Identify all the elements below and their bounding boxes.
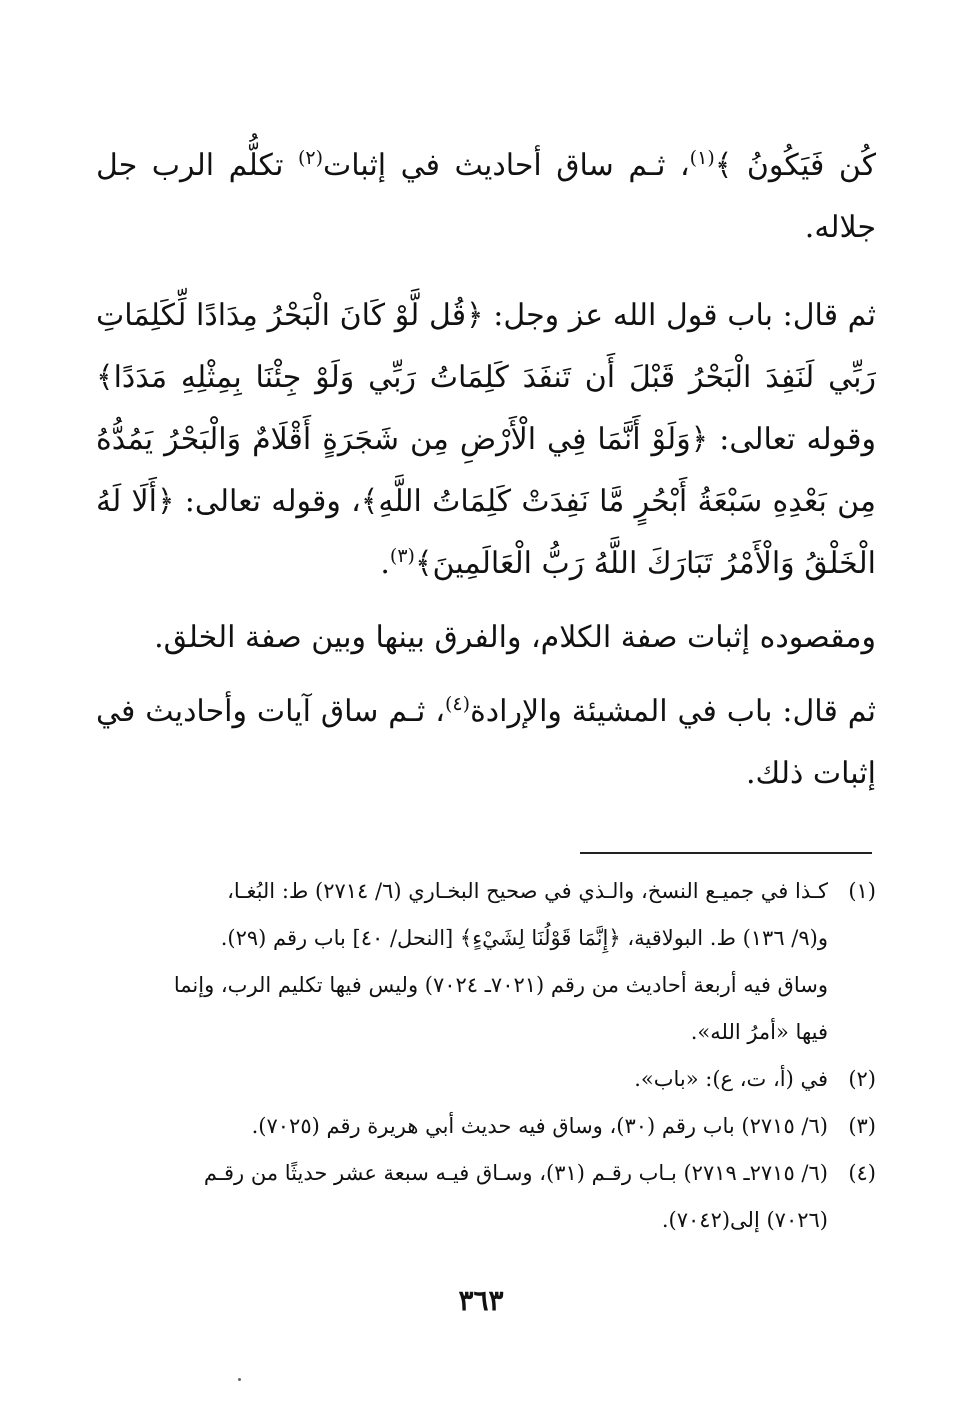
footnote-1 [96,868,876,1056]
paragraph-1 [96,135,876,259]
footnote-ref-2: (٢) [297,147,324,169]
footnote-2 [96,1056,876,1103]
footnote-number: (٢) [848,1067,876,1091]
footnote-line: كـذا في جميـع النسخ، والـذي في صحيح البخـاري (٦/ ٢٧١٤) ط: البُغـا، [227,879,828,903]
paragraph-2-text: ثم قال: باب قول الله عز وجل: ﴿قُل لَّوْ كَانَ الْبَحْرُ مِدَادًا لِّكَلِمَاتِ رَبِّي لَنَفِدَ الْبَحْرُ قَبْلَ أَن تَنفَدَ كَلِمَاتُ رَبِّي وَلَوْ جِئْنَا بِمِثْلِهِ مَدَدًا﴾ وقوله تعالى: ﴿وَلَوْ أَنَّمَا فِي الْأَرْضِ مِن شَجَرَةٍ أَقْلَامٌ وَالْبَحْرُ يَمُدُّهُ مِن بَعْدِهِ سَبْعَةُ أَبْحُرٍ مَّا نَفِدَتْ كَلِمَاتُ اللَّهِ﴾، وقوله تعالى: ﴿أَلَا لَهُ الْخَلْقُ وَالْأَمْرُ تَبَارَكَ اللَّهُ رَبُّ الْعَالَمِينَ﴾ [96,298,876,581]
footnotes [96,868,876,1244]
footnote-ref-3: (٣) [389,545,415,567]
footnote-number: (٣) [848,1114,876,1138]
footnote-number: (٤) [848,1161,876,1185]
footnote-body [96,1103,828,1150]
footnote-ref-4: (٤) [445,693,471,715]
footnote-separator [580,852,872,854]
footnote-line: فيها «أمرُ الله». [690,1020,828,1044]
scan-speck [238,1378,241,1381]
paragraph-2 [96,285,876,595]
footnote-body [96,1056,828,1103]
page-number: ٣٦٣ [458,1284,504,1317]
footnote-line: (٦/ ٢٧١٥) باب رقم (٣٠)، وساق فيه حديث أبي هريرة رقم (٧٠٢٥). [251,1114,828,1138]
paragraph-4-start: ثم قال: باب في المشيئة والإرادة [470,694,877,729]
quran-ending: كُن فَيَكُونُ ﴾ [714,148,876,183]
footnote-body [96,868,828,1056]
footnote-ref-1: (١) [689,147,715,169]
paragraph-3-text: ومقصوده إثبات صفة الكلام، والفرق بينها وبين صفة الخلق. [154,620,876,655]
paragraph-4 [96,681,876,805]
footnote-3 [96,1103,876,1150]
footnote-line: (٧٠٢٦) إلى(٧٠٤٢). [661,1208,828,1232]
paragraph-4-end: ، ثـم ساق آيات وأحاديث في إثبات ذلك. [96,694,876,791]
footnote-line: في (أ، ت، ع): «باب». [634,1067,828,1091]
paragraph-3 [96,607,876,669]
footnote-body [96,1150,828,1244]
paragraph-1-middle: ، ثـم ساق أحاديث في إثبات [323,148,690,183]
footnote-line: (٦/ ٢٧١٥ـ ٢٧١٩) بـاب رقـم (٣١)، وسـاق فيـه سبعة عشر حديثًا من رقـم [203,1161,828,1185]
paragraph-1-end: تكلُّم الرب جل جلاله. [96,148,876,245]
main-text [96,135,876,805]
footnote-number: (١) [848,879,876,903]
footnote-line: وساق فيه أربعة أحاديث من رقم (٧٠٢١ـ ٧٠٢٤) وليس فيها تكليم الرب، وإنما [173,973,828,997]
footnote-line: و(٩/ ١٣٦) ط. البولاقية، ﴿إِنَّمَا قَوْلُنَا لِشَيْءٍ﴾ [النحل/ ٤٠] باب رقم (٢٩). [220,926,828,950]
footnote-4 [96,1150,876,1244]
paragraph-2-end: . [380,546,390,581]
